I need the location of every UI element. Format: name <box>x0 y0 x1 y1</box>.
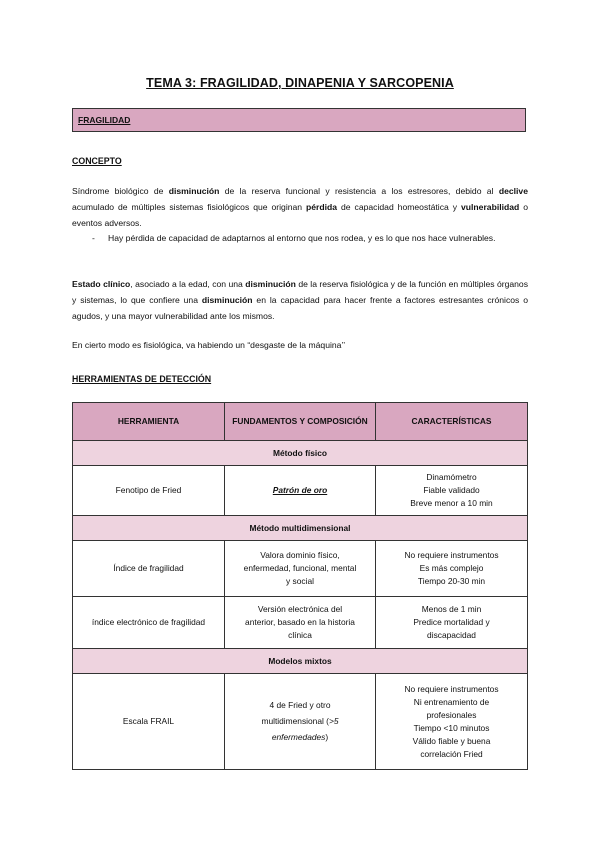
tool-cell: Índice de fragilidad <box>73 541 225 597</box>
detection-tools-table <box>72 402 528 770</box>
table-row <box>73 597 528 649</box>
column-header: FUNDAMENTOS Y COMPOSICIÓN <box>225 403 376 441</box>
basis-line: enfermedad, funcional, mental <box>243 563 357 573</box>
text-span: Síndrome biológico de <box>72 186 169 196</box>
feature-line: No requiere instrumentos <box>404 550 499 560</box>
table-row <box>73 466 528 516</box>
text-span: acumulado de múltiples sistemas fisiológicos que originan <box>72 201 307 212</box>
basis-cell <box>225 674 376 770</box>
basis-line: Valora dominio físico, <box>260 550 340 560</box>
concepto-bullet <box>92 231 528 247</box>
bold-term: disminución <box>168 186 220 196</box>
group-row <box>73 516 528 541</box>
concepto-heading: CONCEPTO <box>72 156 122 166</box>
feature-line: Breve menor a 10 min <box>410 498 493 508</box>
concepto-paragraph-2 <box>72 277 528 324</box>
text-span: de la reserva funcional y resistencia a los estresores, debido al <box>219 186 499 196</box>
feature-line: profesionales <box>426 709 477 720</box>
basis-cell <box>225 466 376 516</box>
basis-cell <box>225 597 376 649</box>
bold-term: disminución <box>245 279 296 289</box>
basis-line <box>229 731 371 744</box>
bullet-dash: - <box>92 233 95 243</box>
section-header-bar <box>72 108 526 132</box>
bold-term: pérdida <box>306 201 338 212</box>
basis-cell <box>225 541 376 597</box>
feature-line: Fiable validado <box>423 485 480 495</box>
feature-line: Ni entrenamiento de <box>413 696 490 707</box>
feature-line: discapacidad <box>427 630 476 640</box>
bold-term: vulnerabilidad <box>461 201 520 212</box>
italic-span: enfermedades <box>271 732 326 742</box>
group-label: Método multidimensional <box>73 516 528 541</box>
features-cell <box>376 597 528 649</box>
text-span: ) <box>325 732 329 742</box>
basis-line: anterior, basado en la historia <box>245 617 355 627</box>
text-span: en la capacidad para hacer frente a factores estresantes crónicos o agudos, y una mayor vulnerabilidad ante los mismos. <box>72 294 528 321</box>
features-cell <box>376 541 528 597</box>
group-row <box>73 649 528 674</box>
tool-cell: Escala FRAIL <box>73 674 225 770</box>
table-row <box>73 674 528 770</box>
text-span: , asociado a la edad, con una <box>130 279 246 289</box>
feature-line: No requiere instrumentos <box>404 683 499 694</box>
group-label: Modelos mixtos <box>73 649 528 674</box>
feature-line: Tiempo <10 minutos <box>413 722 490 733</box>
section-header-label: FRAGILIDAD <box>78 115 131 125</box>
text-span: o eventos adversos. <box>72 201 528 228</box>
feature-line: Menos de 1 min <box>421 604 482 614</box>
table-header-row <box>73 403 528 441</box>
bold-term: declive <box>498 186 528 196</box>
bullet-text: Hay pérdida de capacidad de adaptarnos al entorno que nos rodea, y es lo que nos hace vulnerables. <box>108 233 496 243</box>
bold-term: Estado clínico <box>72 279 131 289</box>
basis-line: Versión electrónica del <box>257 604 343 614</box>
column-header: HERRAMIENTA <box>73 403 225 441</box>
feature-line: Predice mortalidad y <box>413 617 490 627</box>
page-title: TEMA 3: FRAGILIDAD, DINAPENIA Y SARCOPENIA <box>146 76 454 90</box>
text-span: de la reserva fisiológica y de la función en múltiples órganos y sistemas, lo que confiere una <box>72 279 529 305</box>
column-header: CARACTERÍSTICAS <box>376 403 528 441</box>
feature-line: Tiempo 20-30 min <box>417 576 486 586</box>
feature-line: correlación Fried <box>420 748 483 759</box>
group-label: Método físico <box>73 441 528 466</box>
basis-line <box>229 715 371 728</box>
basis-line: y social <box>286 576 314 586</box>
basis-line: clínica <box>288 630 312 640</box>
basis-line: 4 de Fried y otro <box>269 700 331 710</box>
italic-span: >5 <box>328 716 339 726</box>
concepto-paragraph-1 <box>72 184 528 231</box>
table-row <box>73 541 528 597</box>
concepto-paragraph-3: En cierto modo es fisiológica, va habiendo un “desgaste de la máquina’’ <box>72 340 346 350</box>
bold-term: disminución <box>201 294 253 305</box>
group-row <box>73 441 528 466</box>
herramientas-heading: HERRAMIENTAS DE DETECCIÓN <box>72 374 212 384</box>
tool-cell: índice electrónico de fragilidad <box>73 597 225 649</box>
features-cell <box>376 674 528 770</box>
tool-cell: Fenotipo de Fried <box>73 466 225 516</box>
feature-line: Válido fiable y buena <box>412 735 491 746</box>
gold-standard-label: Patrón de oro <box>272 485 328 495</box>
features-cell <box>376 466 528 516</box>
feature-line: Es más complejo <box>419 563 484 573</box>
text-span: multidimensional ( <box>261 716 329 726</box>
text-span: de capacidad homeostática y <box>337 201 461 212</box>
feature-line: Dinamómetro <box>426 472 477 482</box>
